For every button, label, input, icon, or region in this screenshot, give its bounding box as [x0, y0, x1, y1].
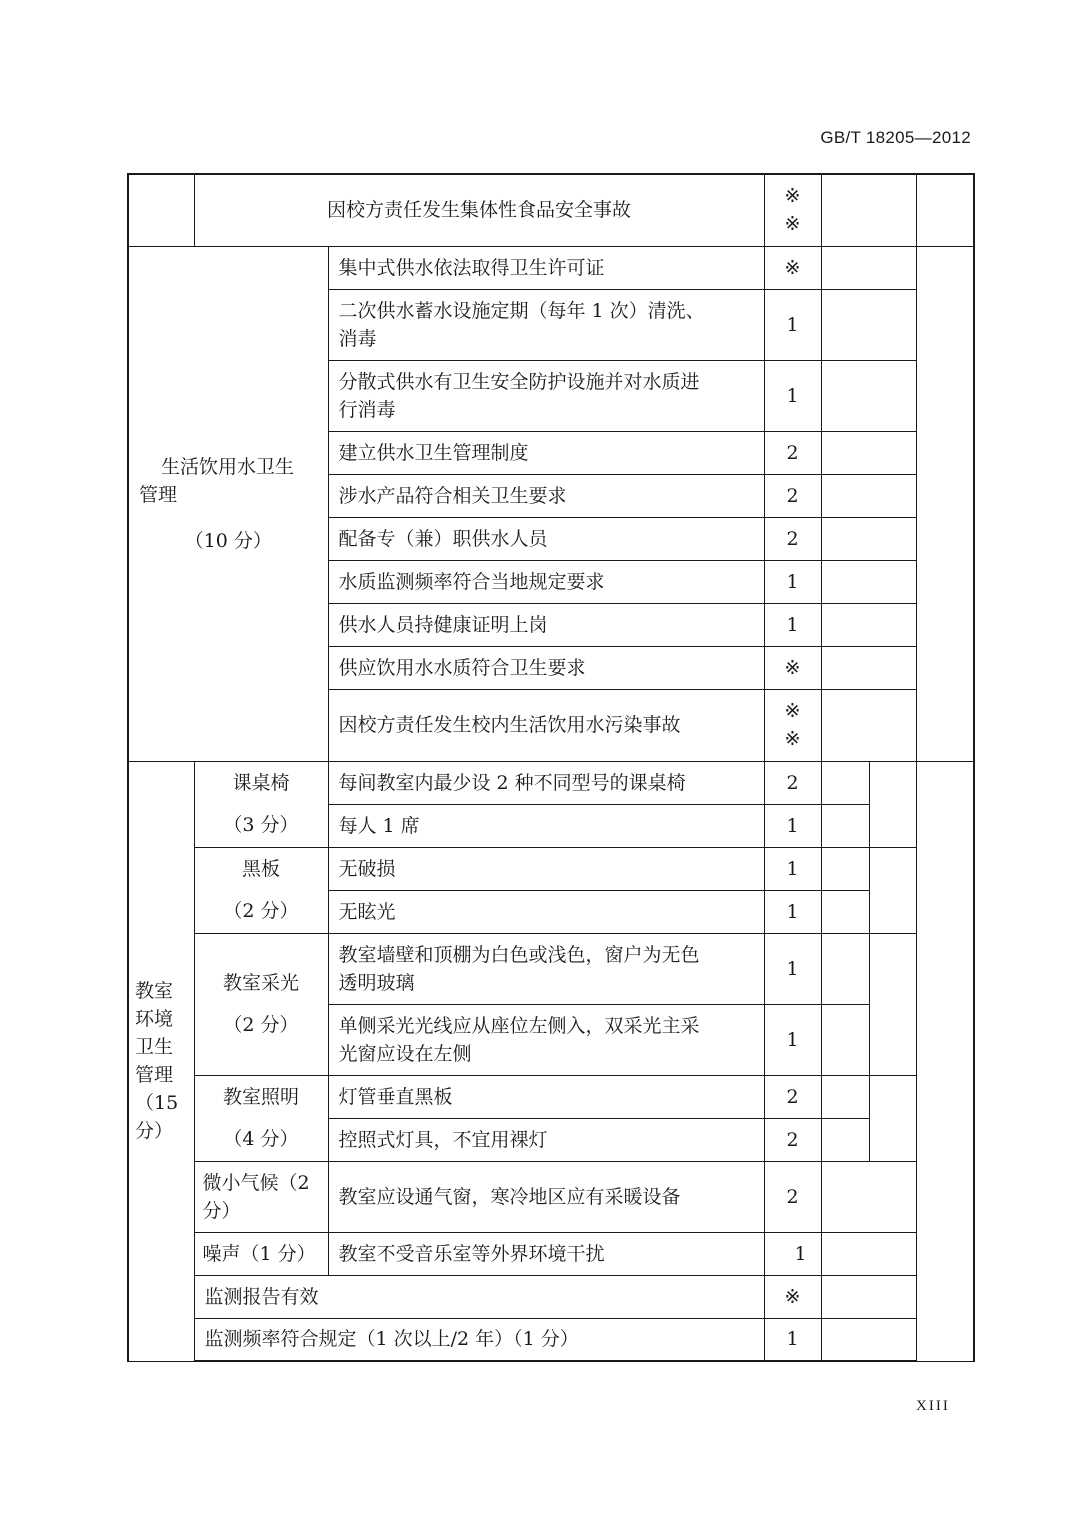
- score-cell: 1: [764, 560, 821, 603]
- result-cell: [821, 646, 916, 689]
- table-row-item: 因校方责任发生集体性食品安全事故: [194, 174, 764, 246]
- result-cell: [821, 289, 916, 360]
- result-cell: [821, 933, 869, 1004]
- subcategory-climate: [194, 1161, 328, 1232]
- subtotal-cell: [869, 761, 916, 847]
- table-row-item: 控照式灯具，不宜用裸灯: [328, 1118, 764, 1161]
- score-cell: 1: [764, 289, 821, 360]
- table-row-item: 因校方责任发生校内生活饮用水污染事故: [328, 689, 764, 761]
- table-row-item: 供水人员持健康证明上岗: [328, 603, 764, 646]
- category-label: 分）: [135, 1120, 174, 1142]
- result-cell: [821, 603, 916, 646]
- item-line: 行消毒: [338, 398, 396, 421]
- table-row-item: 教室应设通气窗，寒冷地区应有采暖设备: [328, 1161, 764, 1232]
- result-cell: [821, 1118, 869, 1161]
- item-line: 消毒: [338, 327, 377, 350]
- score-cell: 2: [764, 517, 821, 560]
- score-cell: 2: [764, 1161, 821, 1232]
- category-label: 卫生: [135, 1036, 174, 1058]
- item-line: 二次供水蓄水设施定期（每年 1 次）清洗、: [338, 299, 705, 322]
- subcategory-name: 黑板: [241, 858, 280, 880]
- item-line: 分散式供水有卫生安全防护设施并对水质进: [338, 370, 700, 393]
- score-cell: [764, 689, 821, 761]
- table-row-item: 教室不受音乐室等外界环境干扰: [328, 1232, 764, 1275]
- table-row-item: 监测频率符合规定（1 次以上/2 年）（1 分）: [194, 1318, 764, 1361]
- score-cell: [764, 174, 821, 246]
- subcategory-name: 教室采光: [222, 972, 299, 994]
- result-cell: [821, 890, 869, 933]
- table-row-item: [328, 1004, 764, 1075]
- subtotal-cell: [869, 933, 916, 1075]
- subtotal-cell: [869, 1075, 916, 1161]
- result-cell: [821, 1275, 916, 1318]
- subcategory-points: （4 分）: [223, 1128, 299, 1150]
- subcategory-name: 微小气候（2: [202, 1171, 310, 1194]
- result-cell: [821, 1318, 916, 1361]
- table-row-item: 涉水产品符合相关卫生要求: [328, 474, 764, 517]
- score-cell: 2: [764, 431, 821, 474]
- result-cell: [821, 761, 869, 804]
- score-mark: ※: [784, 728, 801, 750]
- table-row-item: 配备专（兼）职供水人员: [328, 517, 764, 560]
- item-line: 透明玻璃: [338, 971, 415, 994]
- result-cell: [821, 1075, 869, 1118]
- score-cell: 1: [764, 890, 821, 933]
- remark-cell: [916, 174, 974, 246]
- category-water: [128, 246, 328, 761]
- score-cell: 1: [764, 360, 821, 431]
- subcategory-daylight: [194, 933, 328, 1075]
- table-row-item: 供应饮用水水质符合卫生要求: [328, 646, 764, 689]
- table-row-item: 无眩光: [328, 890, 764, 933]
- result-cell: [821, 1161, 916, 1232]
- score-cell: 1: [764, 1232, 821, 1275]
- category-label: 管理: [135, 1064, 174, 1086]
- remark-cell: [916, 246, 974, 761]
- table-row-item: 每人 1 席: [328, 804, 764, 847]
- item-line: 教室墙壁和顶棚为白色或浅色，窗户为无色: [338, 943, 700, 966]
- result-cell: [821, 1232, 916, 1275]
- subcategory-name: 分）: [202, 1199, 241, 1222]
- subcategory-noise: 噪声（1 分）: [194, 1232, 328, 1275]
- table-row-item: [328, 933, 764, 1004]
- table-row-item: 监测报告有效: [194, 1275, 764, 1318]
- category-label: （15: [135, 1092, 179, 1114]
- remark-cell: [916, 761, 974, 1361]
- table-row-item: 集中式供水依法取得卫生许可证: [328, 246, 764, 289]
- score-cell: 2: [764, 1075, 821, 1118]
- score-cell: 1: [764, 1318, 821, 1361]
- result-cell: [821, 174, 916, 246]
- subcategory-points: （2 分）: [223, 900, 299, 922]
- subcategory-points: （3 分）: [223, 814, 299, 836]
- subcategory-board: [194, 847, 328, 933]
- score-mark: ※: [784, 700, 801, 722]
- item-line: 单侧采光光线应从座位左侧入，双采光主采: [338, 1014, 700, 1037]
- item-line: 光窗应设在左侧: [338, 1042, 472, 1065]
- result-cell: [821, 689, 916, 761]
- category-label: 生活饮用水卫生: [161, 455, 295, 478]
- table-row-item: 灯管垂直黑板: [328, 1075, 764, 1118]
- subcategory-points: （2 分）: [223, 1014, 299, 1036]
- result-cell: [821, 431, 916, 474]
- subcategory-name: 教室照明: [222, 1086, 299, 1108]
- subcategory-desk: [194, 761, 328, 847]
- table-row-item: [328, 289, 764, 360]
- subcategory-name: 课桌椅: [232, 772, 290, 794]
- page-number: XIII: [916, 1398, 950, 1414]
- score-cell: 2: [764, 761, 821, 804]
- score-mark: ※: [784, 213, 801, 236]
- score-mark: ※: [784, 185, 801, 208]
- blank-cell: [128, 174, 194, 246]
- score-cell: 2: [764, 1118, 821, 1161]
- score-cell: 1: [764, 603, 821, 646]
- result-cell: [821, 474, 916, 517]
- score-cell: ※: [764, 646, 821, 689]
- evaluation-table: [127, 173, 975, 1362]
- table-row-item: 水质监测频率符合当地规定要求: [328, 560, 764, 603]
- category-points: （10 分）: [184, 529, 272, 552]
- result-cell: [821, 246, 916, 289]
- table-row-item: 无破损: [328, 847, 764, 890]
- category-label: 管理: [139, 483, 178, 506]
- subtotal-cell: [869, 847, 916, 933]
- table-row-item: 每间教室内最少设 2 种不同型号的课桌椅: [328, 761, 764, 804]
- standard-code: GB/T 18205—2012: [820, 128, 971, 147]
- result-cell: [821, 360, 916, 431]
- result-cell: [821, 1004, 869, 1075]
- category-label: 环境: [135, 1008, 174, 1030]
- score-cell: 1: [764, 1004, 821, 1075]
- result-cell: [821, 517, 916, 560]
- score-cell: 1: [764, 933, 821, 1004]
- score-cell: 1: [764, 804, 821, 847]
- result-cell: [821, 847, 869, 890]
- result-cell: [821, 804, 869, 847]
- category-label: 教室: [135, 980, 174, 1002]
- category-classroom: [128, 761, 194, 1361]
- score-cell: 2: [764, 474, 821, 517]
- subcategory-lighting: [194, 1075, 328, 1161]
- score-cell: ※: [764, 246, 821, 289]
- result-cell: [821, 560, 916, 603]
- table-row-item: [328, 360, 764, 431]
- table-row-item: 建立供水卫生管理制度: [328, 431, 764, 474]
- score-cell: ※: [764, 1275, 821, 1318]
- score-cell: 1: [764, 847, 821, 890]
